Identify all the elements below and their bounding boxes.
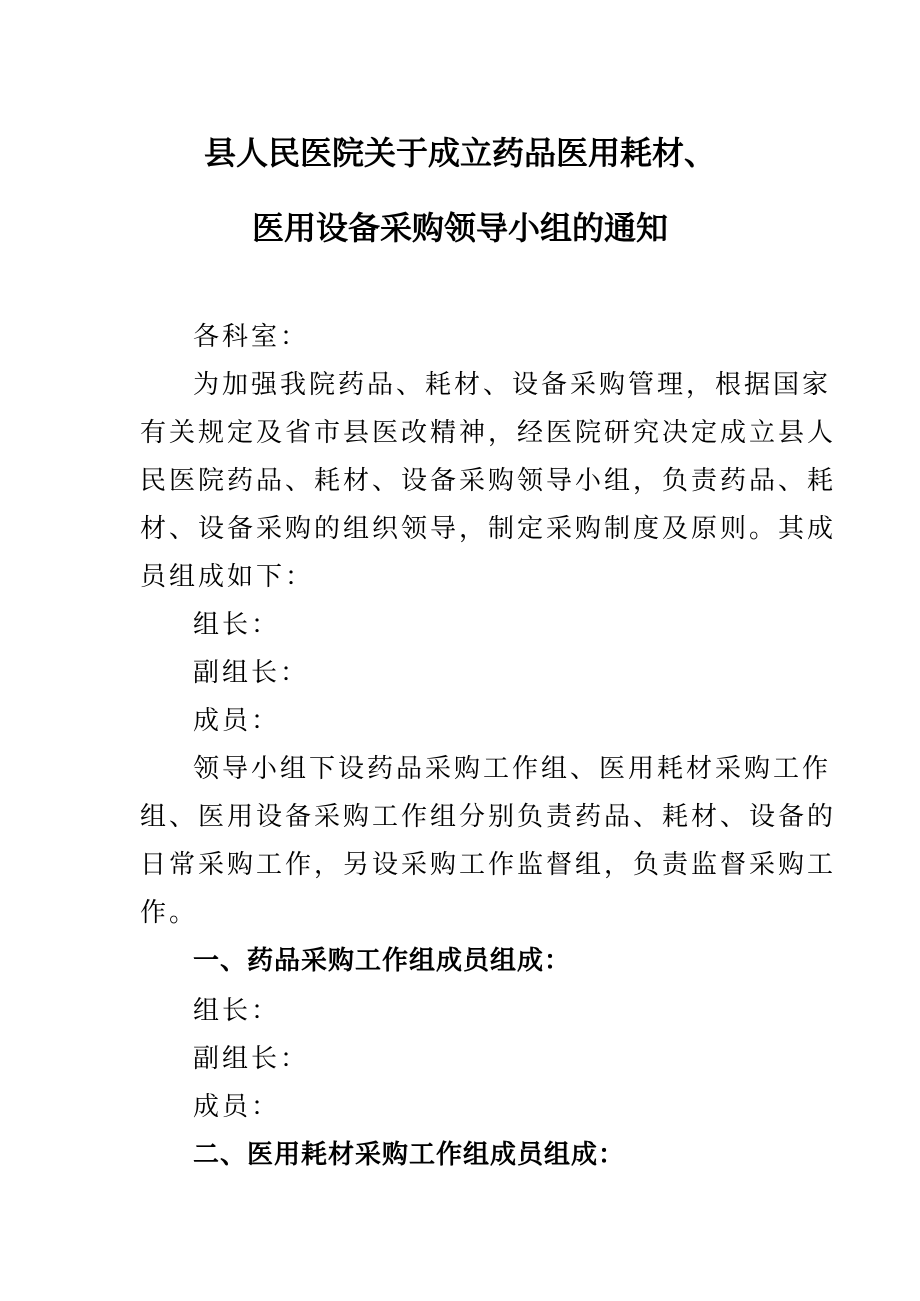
section-1-deputy-label: 副组长： xyxy=(193,1044,310,1074)
members-label: 成员： xyxy=(193,706,281,736)
sub-intro-line-2: 组、医用设备采购工作组分别负责药品、耗材、设备的 xyxy=(140,802,837,832)
intro-line-2: 有关规定及省市县医改精神，经医院研究决定成立县人 xyxy=(140,418,837,448)
sub-intro-line-4: 作。 xyxy=(140,898,199,928)
section-2-heading: 二、医用耗材采购工作组成员组成： xyxy=(193,1140,626,1170)
sub-intro-line-1: 领导小组下设药品采购工作组、医用耗材采购工作 xyxy=(193,754,832,784)
leader-label: 组长： xyxy=(193,610,281,640)
deputy-leader-label: 副组长： xyxy=(193,658,310,688)
section-1-members-label: 成员： xyxy=(193,1092,281,1122)
intro-line-1: 为加强我院药品、耗材、设备采购管理，根据国家 xyxy=(193,370,832,400)
section-1-heading: 一、药品采购工作组成员组成： xyxy=(193,946,572,976)
salutation: 各科室： xyxy=(193,322,310,352)
sub-intro-line-3: 日常采购工作，另设采购工作监督组，负责监督采购工 xyxy=(140,850,837,880)
section-1-leader-label: 组长： xyxy=(193,996,281,1026)
title-line-1: 县人民医院关于成立药品医用耗材、 xyxy=(203,134,716,172)
intro-line-5: 员组成如下： xyxy=(140,562,315,592)
intro-line-3: 民医院药品、耗材、设备采购领导小组，负责药品、耗 xyxy=(140,466,837,496)
intro-line-4: 材、设备采购的组织领导，制定采购制度及原则。其成 xyxy=(140,514,837,544)
title-line-2: 医用设备采购领导小组的通知 xyxy=(251,209,668,247)
